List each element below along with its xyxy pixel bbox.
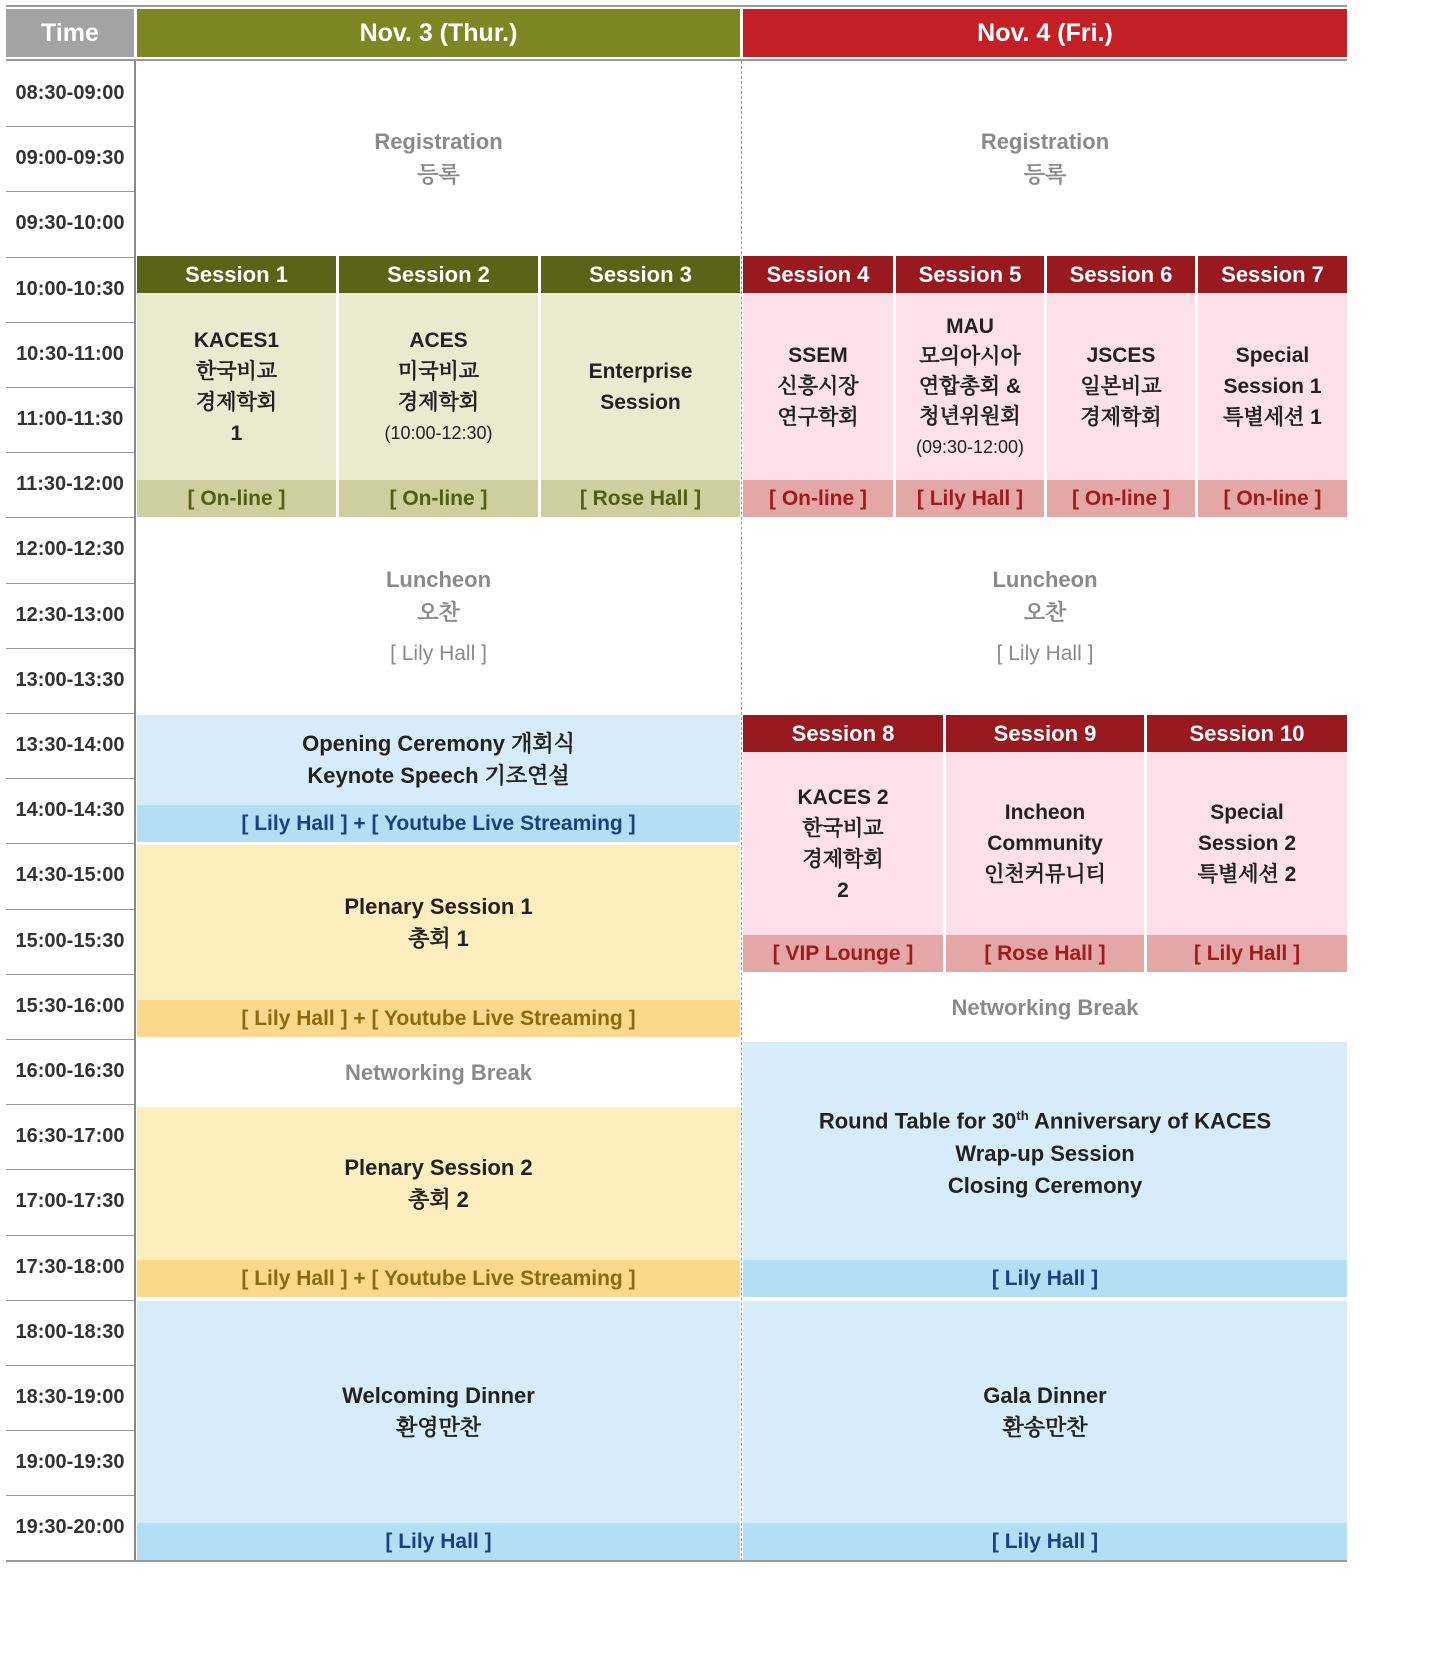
session-4-body: [743, 293, 893, 480]
luncheon-location: [ Lily Hall ]: [390, 641, 487, 665]
session-7-body: [1198, 293, 1347, 480]
location-label: [ Lily Hall ]: [1193, 941, 1301, 965]
round-table-label-post: Anniversary of KACES: [1028, 1108, 1272, 1134]
gala-dinner: [743, 1301, 1347, 1523]
location-label: [ Lily Hall ] + [ Youtube Live Streaming ]: [241, 1006, 636, 1030]
plenary-1-label-ko: 총회 1: [408, 925, 469, 951]
gala-dinner-location: [743, 1523, 1347, 1560]
day2-luncheon: [743, 519, 1347, 713]
session-10-location: [1147, 935, 1347, 972]
time-slot: 14:30-15:00: [15, 864, 125, 887]
location-label: [ Rose Hall ]: [984, 941, 1106, 965]
session-title: ACES: [409, 328, 468, 352]
session-head-label: Session 6: [1069, 261, 1173, 287]
session-head-label: Session 8: [791, 720, 895, 746]
session-head-label: Session 3: [589, 261, 692, 287]
day2-header-label: Nov. 4 (Fri.): [977, 18, 1113, 47]
session-10-header: [1147, 715, 1347, 752]
session-10-body: [1147, 752, 1347, 935]
opening-ceremony-label: Opening Ceremony 개회식: [302, 731, 575, 756]
session-line: 한국비교: [802, 816, 884, 840]
day1-header: [137, 9, 740, 57]
session-1-header: [137, 256, 336, 293]
closing-ceremony-label: Closing Ceremony: [947, 1172, 1143, 1198]
session-2-header: [339, 256, 538, 293]
time-slot: 08:30-09:00: [15, 82, 125, 105]
session-head-label: Session 5: [918, 261, 1022, 287]
welcoming-dinner-label-ko: 환영만찬: [395, 1415, 481, 1440]
time-slot: 16:00-16:30: [15, 1060, 125, 1083]
session-line: 신흥시장: [777, 375, 859, 398]
registration-label-ko: 등록: [417, 162, 460, 187]
plenary-session-1: [137, 845, 740, 1000]
session-title: Incheon: [1004, 801, 1086, 824]
day2-header: [743, 9, 1347, 57]
location-label: [ On-line ]: [389, 486, 488, 510]
round-table-label: [819, 1100, 1271, 1137]
registration-label: Registration: [374, 129, 503, 154]
session-head-label: Session 7: [1221, 261, 1324, 287]
location-label: [ Lily Hall ]: [916, 486, 1024, 510]
day2-networking-break: [743, 974, 1347, 1040]
session-8-header: [743, 715, 943, 752]
session-head-label: Session 9: [993, 720, 1097, 746]
location-label: [ On-line ]: [187, 486, 286, 510]
session-line: 1: [230, 421, 243, 445]
wrap-up-session-label: Wrap-up Session: [955, 1140, 1135, 1166]
session-line: 인천커뮤니티: [984, 863, 1106, 886]
session-time-note: (10:00-12:30): [384, 422, 493, 443]
time-column-divider: [134, 61, 136, 1561]
session-6-body: [1047, 293, 1195, 480]
luncheon-location: [ Lily Hall ]: [996, 641, 1094, 665]
session-8-body: [743, 752, 943, 935]
session-line: 경제학회: [195, 390, 278, 414]
session-line: Session 2: [1197, 832, 1297, 855]
session-2-body: [339, 293, 538, 480]
location-label: [ VIP Lounge ]: [772, 941, 914, 965]
session-4-location: [743, 480, 893, 517]
welcoming-dinner-location: [137, 1523, 740, 1560]
session-line: 2: [837, 878, 849, 902]
time-slot: 18:30-19:00: [15, 1386, 125, 1409]
time-slot: 17:30-18:00: [15, 1255, 125, 1278]
location-label: [ On-line ]: [769, 486, 867, 510]
session-line: 연구학회: [777, 406, 859, 429]
luncheon-label-ko: 오찬: [1023, 599, 1067, 625]
session-title: Enterprise: [588, 359, 693, 383]
session-time-note: (09:30-12:00): [915, 436, 1025, 457]
plenary-2-location: [137, 1260, 740, 1297]
session-9-body: [946, 752, 1144, 935]
session-title: KACES 2: [797, 785, 889, 809]
plenary-1-label: Plenary Session 1: [344, 893, 533, 919]
time-slot: 15:00-15:30: [15, 929, 125, 952]
session-5-location: [896, 480, 1044, 517]
location-label: [ Lily Hall ]: [991, 1266, 1099, 1290]
session-line: 경제학회: [802, 847, 884, 871]
session-1-body: [137, 293, 336, 480]
session-3-body: [541, 293, 740, 480]
session-6-location: [1047, 480, 1195, 517]
time-slot: 15:30-16:00: [15, 994, 125, 1017]
session-title: MAU: [946, 314, 994, 338]
session-head-label: Session 2: [387, 261, 490, 287]
time-header-label: Time: [41, 18, 99, 47]
session-1-location: [137, 480, 336, 517]
time-slot: 10:30-11:00: [16, 342, 124, 365]
time-slot: 16:30-17:00: [15, 1125, 125, 1148]
time-slot: 11:00-11:30: [16, 408, 124, 431]
session-8-location: [743, 935, 943, 972]
round-table: [743, 1042, 1347, 1260]
location-label: [ Rose Hall ]: [579, 486, 702, 510]
session-line: 한국비교: [195, 359, 278, 383]
session-6-header: [1047, 256, 1195, 293]
session-7-location: [1198, 480, 1347, 517]
keynote-speech-label: Keynote Speech 기조연설: [307, 763, 570, 788]
plenary-2-label: Plenary Session 2: [344, 1154, 533, 1180]
opening-location: [137, 805, 740, 842]
time-slot: 12:30-13:00: [15, 603, 125, 626]
session-5-body: [896, 293, 1044, 480]
session-line: 일본비교: [1080, 375, 1162, 398]
gala-dinner-label: Gala Dinner: [983, 1383, 1107, 1408]
location-label: [ On-line ]: [1072, 486, 1170, 510]
networking-break-label: Networking Break: [951, 994, 1139, 1020]
time-slot: 19:00-19:30: [15, 1451, 125, 1474]
day-column-divider: [741, 61, 742, 1561]
session-title: JSCES: [1086, 344, 1156, 367]
session-4-header: [743, 256, 893, 293]
opening-ceremony: [137, 715, 740, 805]
time-slot: 13:00-13:30: [15, 668, 125, 691]
time-slot: 09:00-09:30: [15, 147, 125, 170]
session-line: Session: [600, 390, 681, 414]
time-slot: 18:00-18:30: [15, 1320, 125, 1343]
session-line: Session 1: [1223, 375, 1322, 398]
bottom-rule: [6, 1560, 1347, 1562]
round-table-label-pre: Round Table for 30: [818, 1108, 1017, 1134]
time-slot: 10:00-10:30: [15, 277, 125, 300]
registration-label-ko: 등록: [1023, 162, 1067, 187]
time-slot: 09:30-10:00: [15, 212, 125, 235]
session-line: 모의아시아: [919, 344, 1021, 368]
welcoming-dinner-label: Welcoming Dinner: [342, 1383, 535, 1408]
day1-luncheon: [137, 519, 740, 713]
time-slot: 17:00-17:30: [15, 1190, 125, 1213]
session-3-location: [541, 480, 740, 517]
round-table-location: [743, 1260, 1347, 1297]
session-title: Special: [1210, 801, 1284, 824]
networking-break-label: Networking Break: [344, 1059, 533, 1085]
plenary-1-location: [137, 1000, 740, 1037]
time-slot: 19:30-20:00: [15, 1516, 125, 1539]
session-head-label: Session 10: [1189, 720, 1305, 746]
gala-dinner-label-ko: 환송만찬: [1002, 1415, 1088, 1440]
location-label: [ Lily Hall ] + [ Youtube Live Streaming ]: [241, 1266, 636, 1290]
location-label: [ Lily Hall ]: [385, 1529, 492, 1553]
session-3-header: [541, 256, 740, 293]
ordinal-suffix: th: [1016, 1108, 1029, 1124]
time-slot: 14:00-14:30: [15, 799, 125, 822]
session-title: SSEM: [788, 344, 848, 367]
time-slot: 12:00-12:30: [15, 538, 125, 561]
luncheon-label-ko: 오찬: [417, 599, 460, 625]
session-9-header: [946, 715, 1144, 752]
session-2-location: [339, 480, 538, 517]
registration-label: Registration: [980, 129, 1110, 154]
plenary-session-2: [137, 1107, 740, 1260]
session-line: Community: [987, 832, 1103, 855]
session-9-location: [946, 935, 1144, 972]
time-header: [6, 9, 134, 57]
session-title: Special: [1235, 344, 1310, 367]
day1-networking-break: [137, 1039, 740, 1105]
location-label: [ Lily Hall ]: [991, 1529, 1099, 1553]
session-line: 미국비교: [397, 359, 480, 383]
session-line: 경제학회: [1080, 406, 1162, 429]
session-head-label: Session 1: [185, 261, 288, 287]
location-label: [ Lily Hall ] + [ Youtube Live Streaming ]: [241, 811, 636, 835]
session-line: 경제학회: [397, 390, 480, 414]
time-slot: 13:30-14:00: [15, 734, 125, 757]
luncheon-label: Luncheon: [992, 566, 1098, 592]
day1-header-label: Nov. 3 (Thur.): [359, 18, 518, 47]
time-slot: 11:30-12:00: [16, 473, 124, 496]
session-line: 청년위원회: [919, 404, 1021, 428]
session-line: 연합총회 &: [918, 374, 1022, 398]
luncheon-label: Luncheon: [385, 566, 492, 592]
session-7-header: [1198, 256, 1347, 293]
top-rule: [6, 5, 1347, 7]
welcoming-dinner: [137, 1301, 740, 1523]
session-line: 특별세션 2: [1197, 863, 1297, 886]
session-head-label: Session 4: [766, 261, 870, 287]
session-5-header: [896, 256, 1044, 293]
location-label: [ On-line ]: [1223, 486, 1322, 510]
day1-registration: [137, 61, 740, 255]
plenary-2-label-ko: 총회 2: [408, 1186, 469, 1212]
session-line: 특별세션 1: [1223, 406, 1322, 429]
session-title: KACES1: [193, 328, 280, 352]
day2-registration: [743, 61, 1347, 255]
